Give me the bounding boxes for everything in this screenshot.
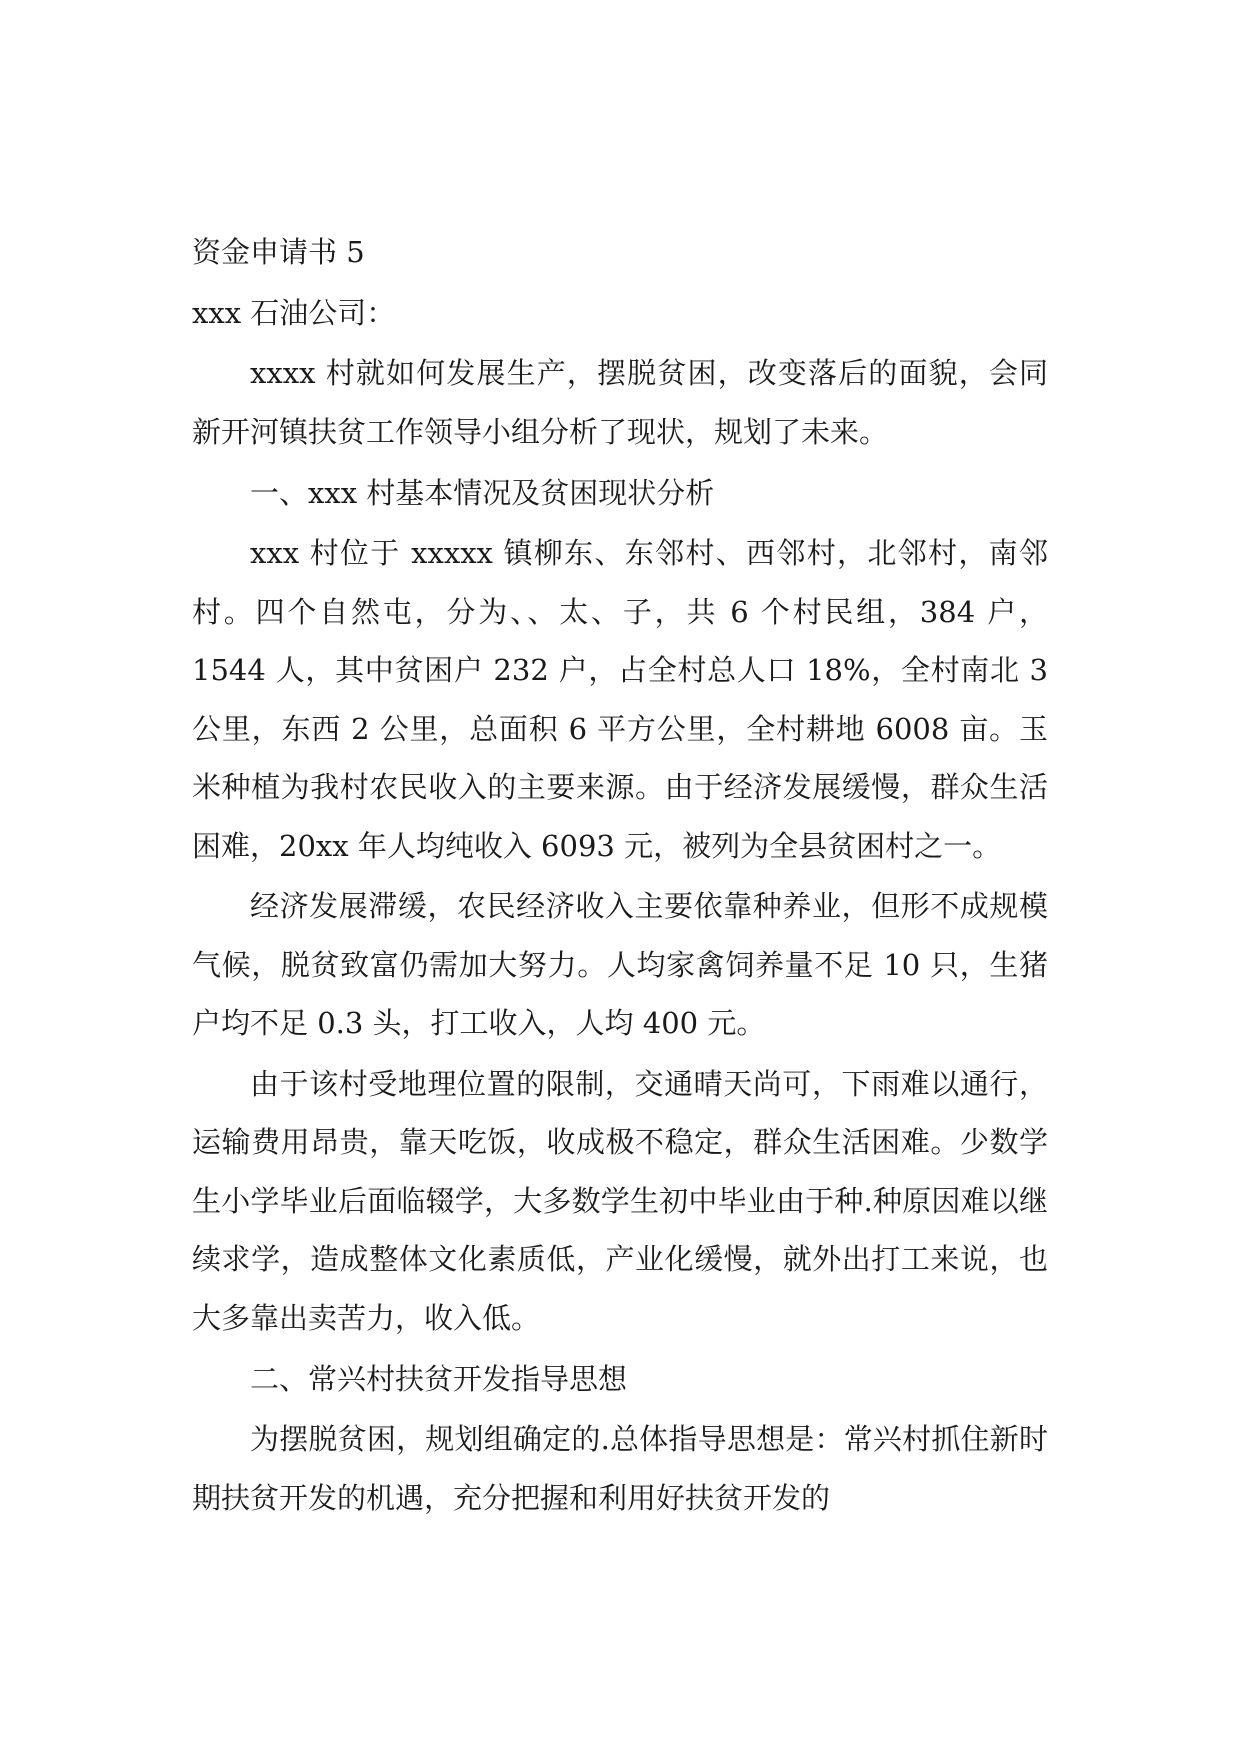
paragraph-village-info: xxx 村位于 xxxxx 镇柳东、东邻村、西邻村，北邻村，南邻村。四个自然屯，分为、、太、子，共 6 个村民组，384 户，1544 人，其中贫困户 232 户，占全村总人口 18%，全村南北 3 公里，东西 2 公里，总面积 6 平方公里，全村耕地 6008 亩。玉米种植为我村农民收入的主要来源。由于经济发展缓慢，群众生活困难，20xx 年人均纯收入 6093 元，被列为全县贫困村之一。 bbox=[192, 536, 1048, 863]
document-title: 资金申请书 5 bbox=[192, 235, 365, 269]
paragraph-guideline: 为摆脱贫困，规划组确定的.总体指导思想是：常兴村抓住新时期扶贫开发的机遇，充分把握和利用好扶贫开发的 bbox=[192, 1422, 1048, 1515]
paragraph-intro: xxxx 村就如何发展生产，摆脱贫困，改变落后的面貌，会同新开河镇扶贫工作领导小组分析了现状，规划了未来。 bbox=[192, 356, 1048, 449]
salutation: xxx 石油公司： bbox=[192, 296, 396, 330]
paragraph-geography: 由于该村受地理位置的限制，交通晴天尚可，下雨难以通行，运输费用昂贵，靠天吃饭，收成极不稳定，群众生活困难。少数学生小学毕业后面临辍学，大多数学生初中毕业由于种.种原因难以继续求学，造成整体文化素质低，产业化缓慢，就外出打工来说，也大多靠出卖苦力，收入低。 bbox=[192, 1066, 1048, 1335]
section-heading-1: 一、xxx 村基本情况及贫困现状分析 bbox=[250, 476, 715, 510]
section-heading-2: 二、常兴村扶贫开发指导思想 bbox=[250, 1362, 628, 1396]
paragraph-economy: 经济发展滞缓，农民经济收入主要依靠种养业，但形不成规模气候，脱贫致富仍需加大努力。人均家禽饲养量不足 10 只，生猪户均不足 0.3 头，打工收入，人均 400 元。 bbox=[192, 889, 1048, 1040]
document-body bbox=[192, 222, 1048, 1529]
